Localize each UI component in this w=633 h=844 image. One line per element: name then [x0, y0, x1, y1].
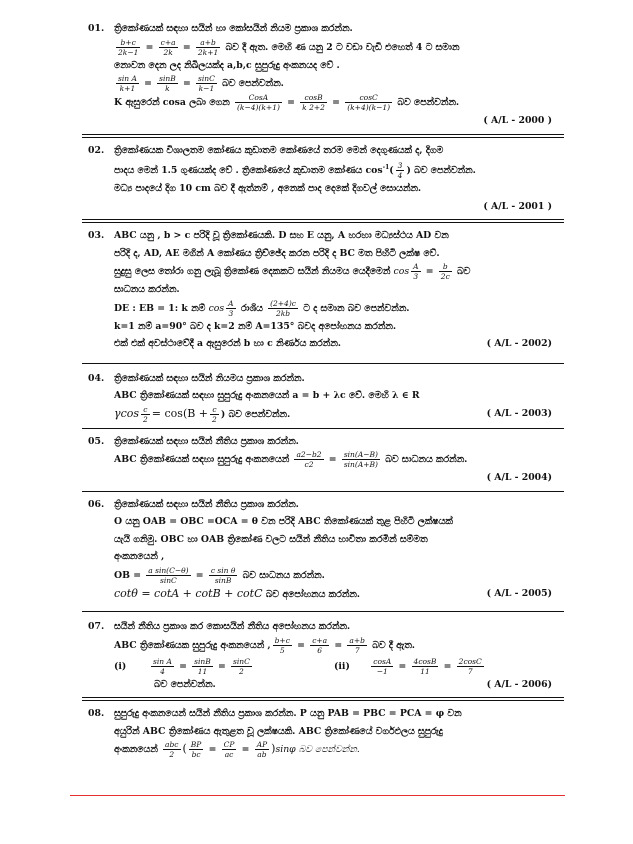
fraction: $\frac{BP}{bc}$ [190, 740, 202, 760]
question-number: 01. [88, 23, 105, 34]
question-07: 07. සයින් නීතිය ප්‍රකාශ කර කොසයින් නීතිය අපෝහනය කරන්න. ABC ත්‍රිකෝණයක සුපුරුදු අංකනයෙන් , $\frac{b+c}{5}$ = $\frac{c+a}{6}$ = $\frac{a+b}{7}$ බව දී ඇත. (i) $\frac{\text{sin A}}{4}$ = $\frac{\sin B}{11}$ = $\frac{\sin C}{2}$ (ii) $\frac{\cos A}{-1}$ = $\frac{4\cos B}{11}$ = $\frac{2\cos C}{7}$ බව පෙන්වන්න. ( A/L - 2006) [88, 618, 558, 693]
fraction: $\frac{\sin C}{k-1}$ [198, 74, 215, 93]
question-sheet [88, 20, 558, 759]
exam-year: ( A/L - 2003) [486, 407, 552, 419]
fraction: $\frac{\text{sin A}}{k+1}$ [118, 74, 137, 93]
footer-rule [70, 795, 565, 796]
question-04: 04. ත්‍රිකෝණයක් සඳහා සයින් නියමය ප්‍රකාශ කරන්න. ABC ත්‍රිකෝණයක් සඳහා සුපුරුදු අංකනයෙන් a = b + λc වේ. මෙහි λ ∈ R γcos $\frac{c}{2}$ = cos(B + $\frac{c}{2}$ ) බව පෙන්වන්න. ( A/L - 2003) [88, 370, 558, 424]
divider [82, 491, 564, 492]
fraction: $\frac{A}{3}$ [228, 298, 234, 318]
exam-year: ( A/L - 2002) [486, 338, 552, 350]
exam-year: ( A/L - 2004) [486, 472, 552, 484]
question-02: 02. ත්‍රිකෝණයක විශාලතම කෝණය කුඩාතම කෝණයේ තරම මෙන් දෙගුණයක් ද, දිගම පාදය මෙන් 1.5 ගුණයක්ද වේ . ත්‍රිකෝණයේ කුඩාතම කෝණය $\cos^{-1}$( $\frac{3}{4}$ ) බව පෙන්වන්න. මධ්‍ය පාදයේ දිග 10 cm බව දී ඇත්නම් , අනෙක් පාද දෙකේ දිගවල් සොයන්න. ( A/L - 2001 ) [88, 142, 558, 216]
fraction: $\frac{\text{sin A}}{4}$ [153, 656, 172, 676]
fraction: $\frac{\sin B}{k}$ [159, 74, 176, 93]
fraction: $\frac{\cos C}{(k+4)(k-1)}$ [347, 93, 391, 112]
exam-year: ( A/L - 2006) [486, 678, 552, 690]
fraction: $\frac{b}{2c}$ [440, 262, 450, 282]
fraction: $\frac{c+a}{6}$ [312, 635, 328, 655]
fraction: $\frac{\sin C}{2}$ [233, 656, 250, 676]
question-06: 06. ත්‍රිකෝණයක් සඳහා සයින් නීතිය ප්‍රකාශ කරන්න. O යනු OAB = OBC =OCA = θ වන පරිදි ABC තිකෝණයක් තුළ පිහිටි ලක්ෂයක් යැයි ගනිමු. OBC හා OAB ත්‍රිකෝණ වලට සයින් නීතිය භාවිතා කරමින් සම්මත අංකනයෙන් , OB = $\frac{\text{a sin(C−θ)}}{\sin C}$ = $\frac{\text{c sin θ}}{\sin B}$ බව සාධනය කරන්න. cotθ = cotA + cotB + cotC බව අපෝහනය කරන්න. ( A/L - 2005) [88, 496, 558, 604]
question-01: 01. ත්‍රිකෝණයක් සඳහා සයින් හා කෝසයින් නියම ප්‍රකාශ කරන්න. $\frac{b+c}{2k-1}$ = $\frac{c+a}{2k}$ = $\frac{a+b}{2k+1}$ බව දී ඇත. මෙහි ණ යනු 2 ට වඩා වැඩි එහෙත් 4 ට සමාන නොවන දෙන ලද නිඛිලයක්ද a,b,c සුපුරුදු අංකනයද වේ . $\frac{\text{sin A}}{k+1}$ = $\frac{\sin B}{k}$ = $\frac{\sin C}{k-1}$ බව පෙන්වන්න. K ඇසුරෙන් cosa ලබා ගෙන $\frac{\text{CosA}}{(k-4)(k+1)}$ = $\frac{\cos B}{k 2+2}$ = $\frac{\cos C}{(k+4)(k-1)}$ බව පෙන්වන්න. ( A/L - 2000 ) [88, 20, 558, 130]
divider [82, 219, 564, 223]
divider [82, 363, 564, 364]
fraction: $\frac{c+a}{2k}$ [160, 37, 176, 57]
fraction: $\frac{2\cos C}{7}$ [458, 656, 482, 676]
fraction: $\frac{\text{abc}}{2}$ [165, 740, 179, 760]
divider [82, 134, 564, 138]
question-number: 08. [88, 708, 105, 720]
question-number: 05. [88, 435, 105, 447]
fraction: $\frac{3}{4}$ [397, 161, 403, 181]
question-number: 02. [88, 144, 105, 156]
fraction: $\frac{a2-b2}{c2}$ [296, 450, 322, 470]
question-05: 05. ත්‍රිකෝණයක් සඳහා සයින් නීතිය ප්‍රකාශ කරන්න. ABC ත්‍රිකෝණයක් සඳහා සුපුරුදු අංකනයෙන් $\frac{a2-b2}{c2}$ = $\frac{\sin(A-B)}{\sin(A+B)}$ බව සාධනය කරන්න. ( A/L - 2004) [88, 433, 558, 487]
fraction: $\frac{(2+4)c}{2kb}$ [270, 298, 296, 318]
fraction: $\frac{\text{CosA}}{(k-4)(k+1)}$ [236, 93, 280, 112]
divider [82, 697, 564, 701]
question-number: 04. [88, 372, 105, 384]
fraction: $\frac{c}{2}$ [212, 404, 217, 424]
fraction: $\frac{AP}{ab}$ [256, 740, 268, 760]
divider [82, 611, 564, 612]
exam-year: ( A/L - 2005) [486, 587, 552, 599]
question-number: 03. [88, 230, 105, 242]
fraction: $\frac{c}{2}$ [143, 404, 148, 424]
exam-year: ( A/L - 2000 ) [483, 115, 552, 126]
fraction: $\frac{\text{a sin(C−θ)}}{\sin C}$ [148, 565, 189, 585]
fraction: $\frac{a+b}{7}$ [349, 635, 365, 655]
fraction: $\frac{\cos B}{k 2+2}$ [302, 93, 325, 112]
divider [82, 428, 564, 429]
fraction: $\frac{\sin(A-B)}{\sin(A+B)}$ [343, 450, 378, 470]
exam-year: ( A/L - 2001 ) [483, 200, 552, 212]
question-08: 08. සුපුරුදු අංකනයෙන් සයින් නීතිය ප්‍රකාශ කරන්න. P යනු PAB = PBC = PCA = φ වන අයුරින් ABC ත්‍රිකෝණය ඇතුළත වූ ලක්ෂයකි. ABC ත්‍රිකෝණයේ වර්ගඵලය සුපුරුදු අංකනයෙන් $\frac{\text{abc}}{2}$ ( $\frac{BP}{bc}$ = $\frac{CP}{ac}$ = $\frac{AP}{ab}$ )sinφ බව පෙන්වන්න. [88, 705, 558, 759]
fraction: $\frac{CP}{ac}$ [223, 740, 235, 760]
fraction: $\frac{\cos A}{-1}$ [373, 656, 392, 676]
fraction: $\frac{b+c}{2k-1}$ [118, 37, 139, 57]
fraction: $\frac{\text{c sin θ}}{\sin B}$ [210, 565, 236, 585]
fraction: $\frac{a+b}{2k+1}$ [197, 37, 219, 57]
question-03: 03. ABC යනු , b > c පරිදි වූ ත්‍රිකෝණයකි. D සහ E යනු, A හරහා මධ්‍යස්ථය AD වන පරිදි ද, AD, AE මගින් A කෝණය ත්‍රිච්ඡේද කරන පරිදි ද BC මත පිහිටි ලක්ෂ වේ. සුදුසු ලෙස තෝරා ගනු ලැබූ ත්‍රිකෝණ දෙකකට සයින් නියමය යෙදීමෙන් cos $\frac{A}{3}$ = $\frac{b}{2c}$ බව සාධනය කරන්න. DE : EB = 1: k නම් cos $\frac{A}{3}$ රාශිය $\frac{(2+4)c}{2kb}$ ට ද සමාන බව පෙන්වන්න. k=1 නම් a=90° බව ද k=2 නම් A=135° බවද අපෝහනය කරන්න. එක් එක් අවස්ථාවේදී a ඇසුරෙන් b හා c නිර්ණය කරන්න. ( A/L - 2002) [88, 227, 558, 353]
fraction: $\frac{b+c}{5}$ [274, 635, 290, 655]
fraction: $\frac{\sin B}{11}$ [194, 656, 211, 676]
question-number: 07. [88, 621, 105, 633]
question-number: 06. [88, 498, 105, 510]
fraction: $\frac{4\cos B}{11}$ [413, 656, 437, 676]
fraction: $\frac{A}{3}$ [413, 262, 419, 282]
